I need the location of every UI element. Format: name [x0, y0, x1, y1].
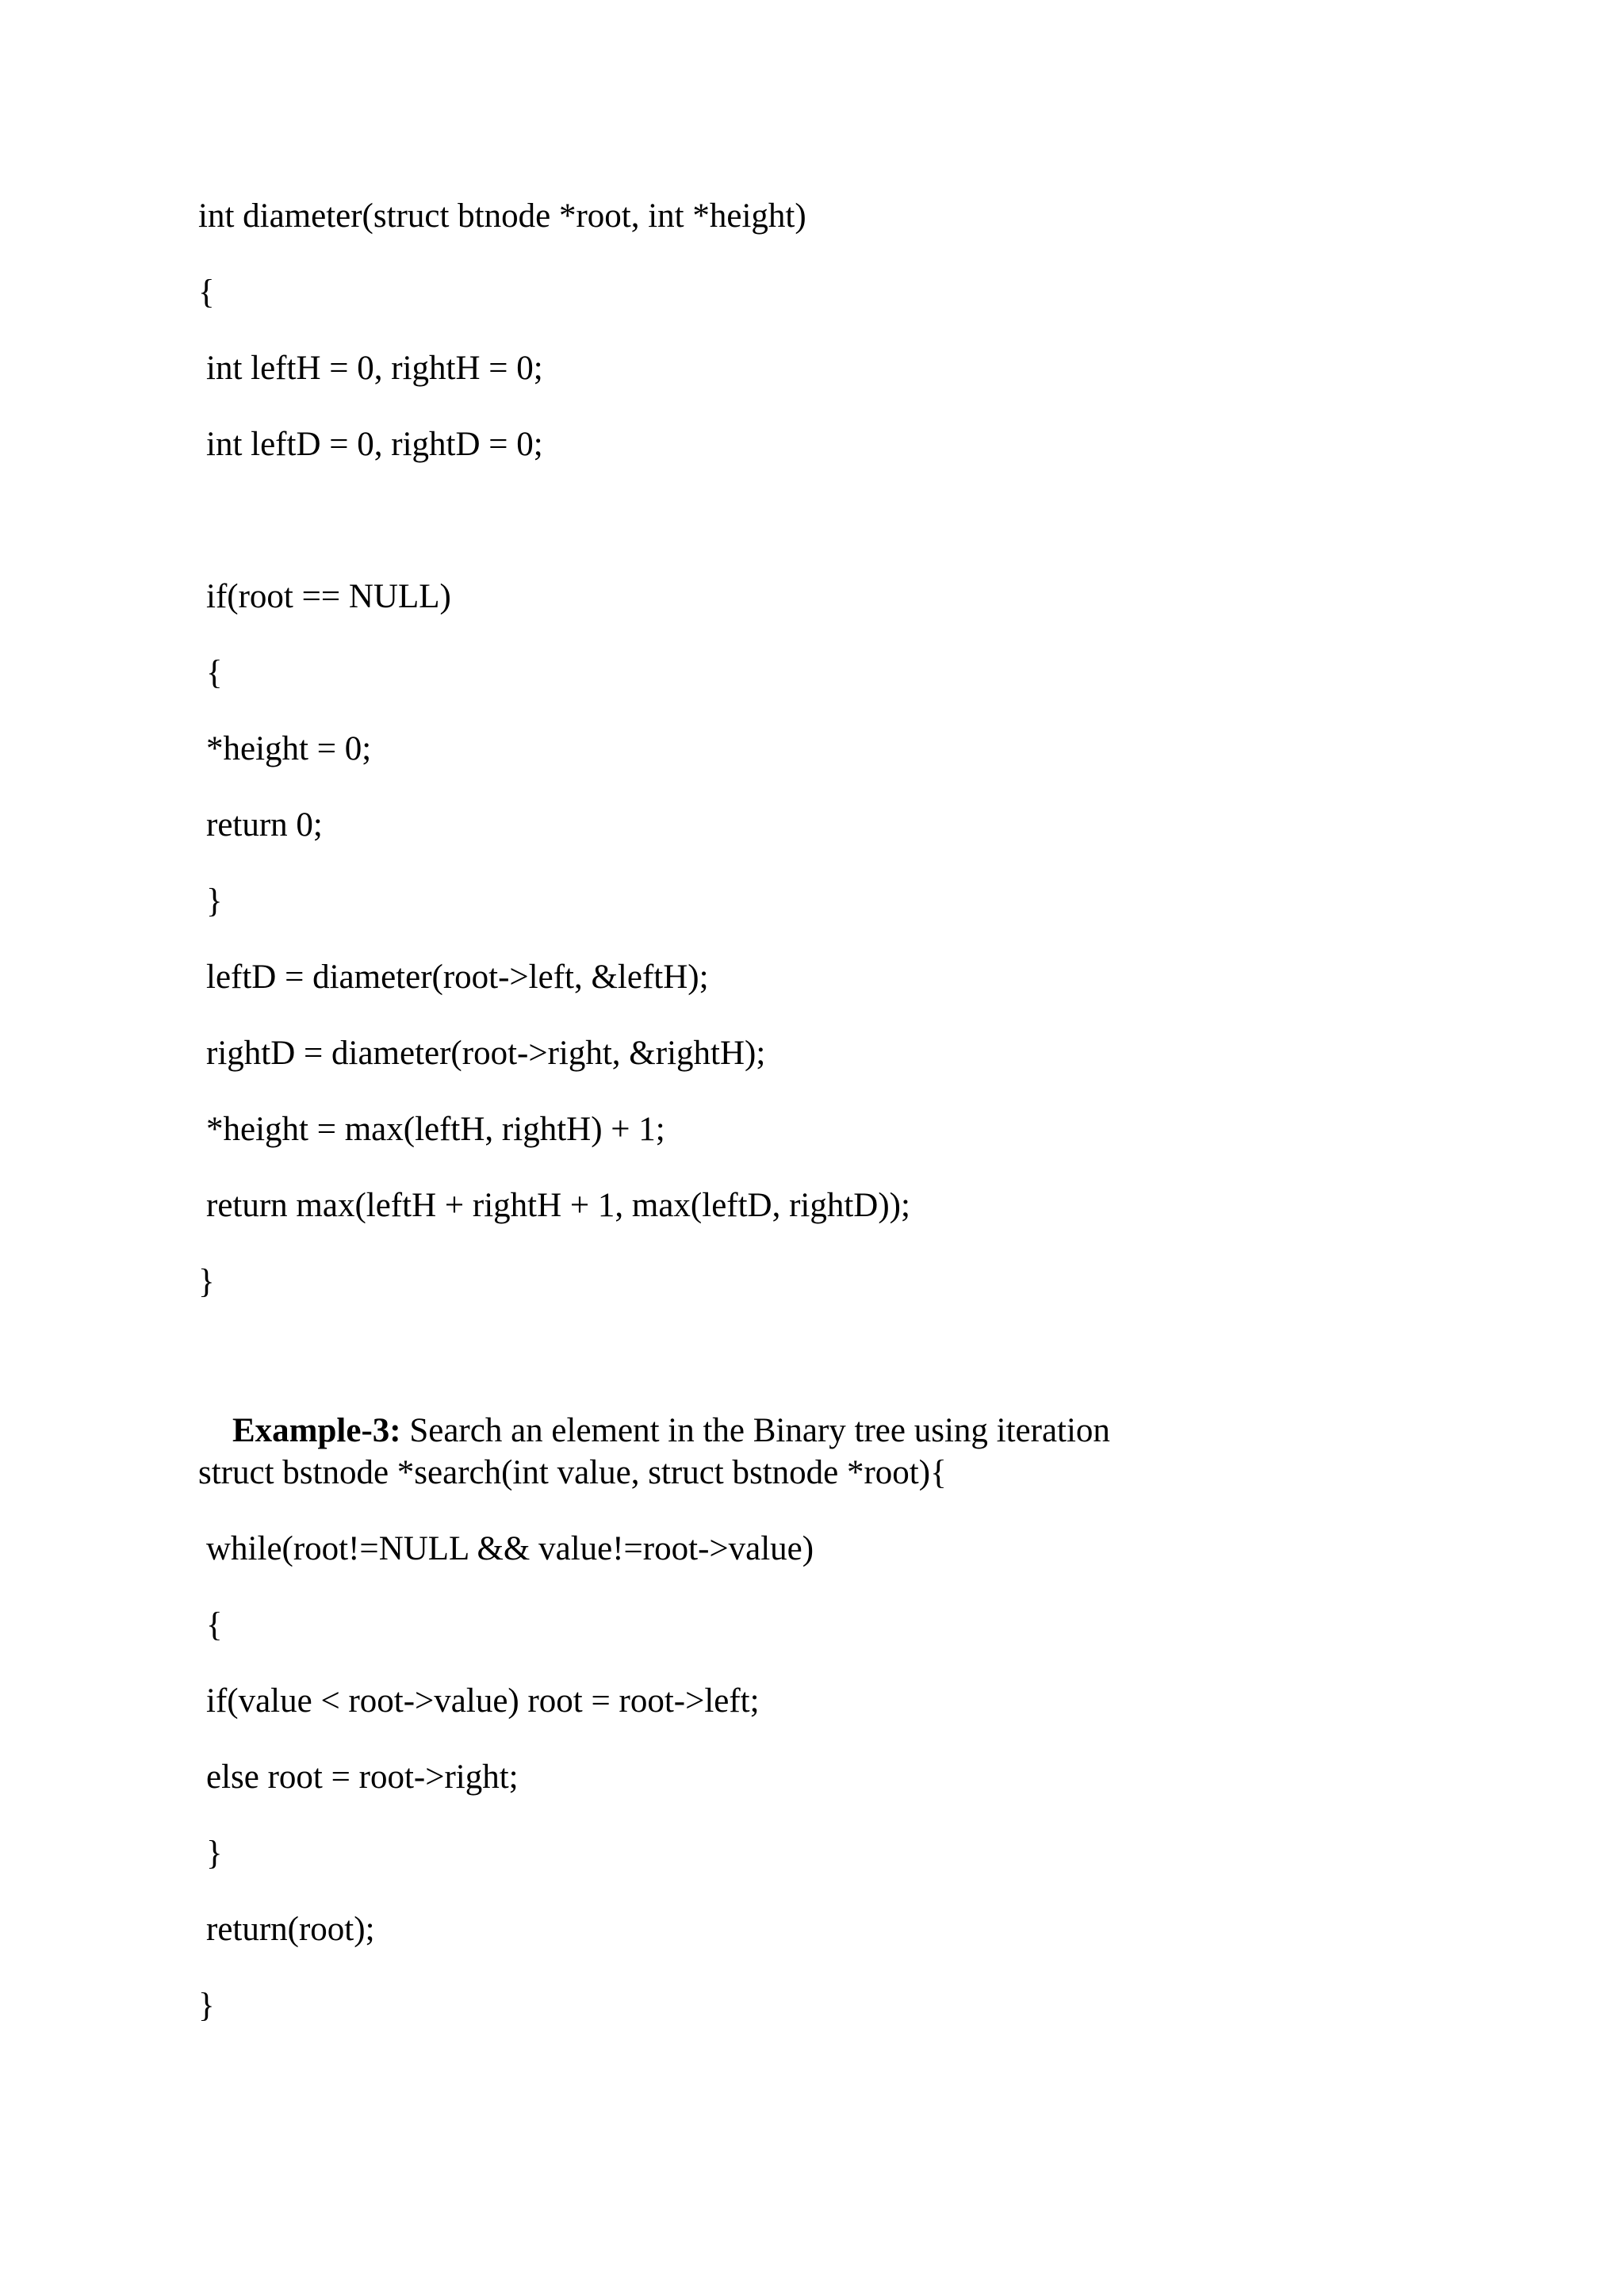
code-line: *height = 0;: [206, 730, 372, 767]
example-label: Example-3:: [232, 1412, 401, 1449]
code-line: int diameter(struct btnode *root, int *height): [198, 197, 806, 235]
code-line: if(value < root->value) root = root->left;: [206, 1682, 760, 1720]
code-line: return(root);: [206, 1911, 375, 1948]
code-line: }: [198, 1263, 215, 1300]
code-line: int leftH = 0, rightH = 0;: [206, 350, 543, 387]
code-line: return 0;: [206, 806, 323, 844]
code-line: rightD = diameter(root->right, &rightH);: [206, 1035, 766, 1072]
code-line: while(root!=NULL && value!=root->value): [206, 1530, 814, 1567]
code-line: *height = max(leftH, rightH) + 1;: [206, 1111, 665, 1148]
code-line: {: [206, 1606, 223, 1644]
code-line: }: [206, 1835, 223, 1872]
code-line: }: [198, 1987, 215, 2024]
code-line: {: [206, 654, 223, 691]
code-line: struct bstnode *search(int value, struct bstnode *root){: [198, 1454, 947, 1491]
code-line: int leftD = 0, rightD = 0;: [206, 426, 543, 463]
code-line: else root = root->right;: [206, 1758, 519, 1796]
code-line: leftD = diameter(root->left, &leftH);: [206, 959, 709, 996]
code-line: if(root == NULL): [206, 578, 451, 615]
code-line: return max(leftH + rightH + 1, max(leftD, rightD));: [206, 1187, 910, 1224]
code-line: {: [198, 274, 215, 311]
example-description: Search an element in the Binary tree using iteration: [400, 1412, 1110, 1449]
code-line: }: [206, 882, 223, 920]
